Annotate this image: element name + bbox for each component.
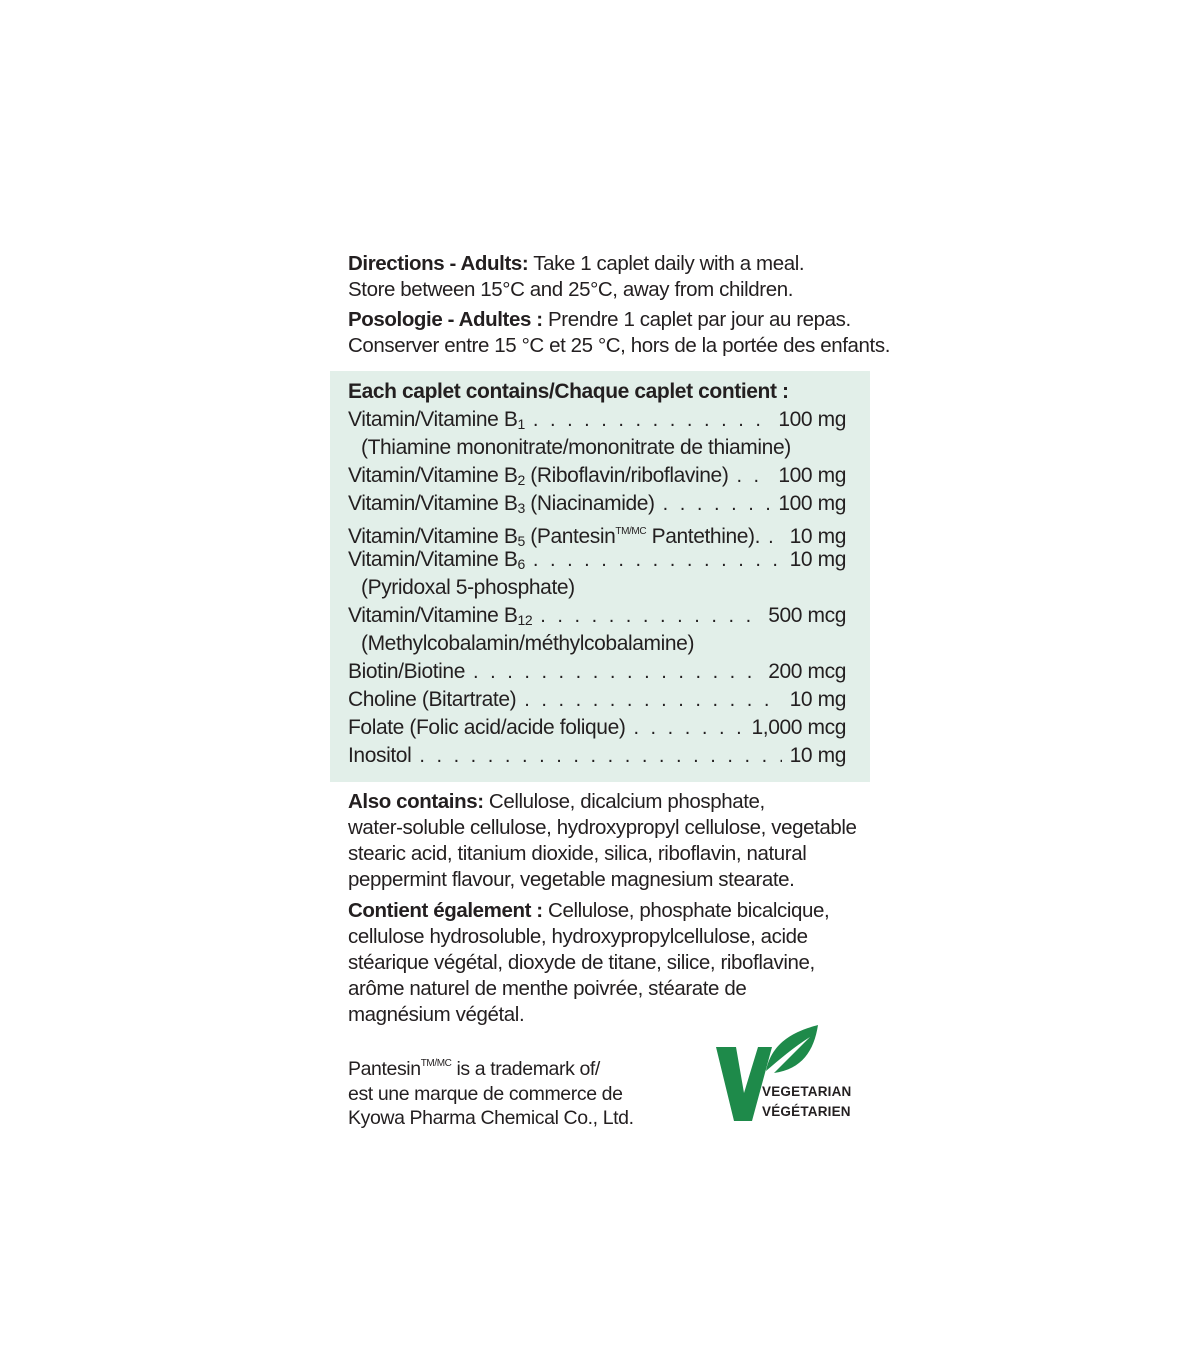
ingredient-note-b12: (Methylcobalamin/méthylcobalamine): [361, 632, 695, 655]
contient-line-1: Cellulose, phosphate bicalcique,: [542, 899, 830, 922]
directions-text-2: Store between 15°C and 25°C, away from children.: [348, 278, 794, 301]
ingredients-title: Each caplet contains/Chaque caplet contient :: [348, 380, 789, 403]
contient-line-2: cellulose hydrosoluble, hydroxypropylcellulose, acide: [348, 925, 808, 948]
also-contains-en: [348, 789, 857, 893]
contient-line-5: magnésium végétal.: [348, 1003, 525, 1026]
leader-dots: [633, 714, 743, 742]
posologie-text-2: Conserver entre 15 °C et 25 °C, hors de la portée des enfants.: [348, 334, 890, 357]
ingredient-row-b6: [348, 546, 846, 574]
ingredient-name: Vitamin/Vitamine $B_3$ (Niacinamide): [348, 492, 655, 516]
also-line-3: stearic acid, titanium dioxide, silica, riboflavin, natural: [348, 842, 807, 865]
ingredient-row-inositol: [348, 742, 846, 770]
leader-dots: [473, 658, 760, 686]
leader-dots: [540, 602, 760, 630]
ingredient-row-b2: [348, 462, 846, 490]
directions-en: [348, 251, 804, 303]
trademark-line-1: is a trademark of/: [451, 1058, 600, 1080]
leaf-shape: [766, 1025, 818, 1073]
trademark-symbol: TM/MC: [420, 1058, 452, 1069]
ingredient-row-choline: [348, 686, 846, 714]
posologie-text-1: Prendre 1 caplet par jour au repas.: [542, 308, 851, 331]
leader-dots: [419, 742, 781, 770]
ingredient-amount: 100 mg: [778, 492, 846, 515]
ingredient-row-b3: [348, 490, 846, 518]
also-contains-label: Also contains:: [348, 790, 484, 813]
ingredient-name: Biotin/Biotine: [348, 660, 465, 683]
ingredient-name: Folate (Folic acid/acide folique): [348, 716, 626, 739]
leader-dots: [736, 462, 770, 490]
ingredient-row-b5: [348, 518, 846, 549]
ingredient-amount: 10 mg: [789, 688, 846, 711]
directions-label: Directions - Adults:: [348, 252, 529, 275]
directions-fr: [348, 307, 890, 359]
leader-dots: [524, 686, 781, 714]
leader-dots: [663, 490, 771, 518]
ingredient-note-b6: (Pyridoxal 5-phosphate): [361, 576, 575, 599]
ingredient-note-b1: (Thiamine mononitrate/mononitrate de thiamine): [361, 436, 791, 459]
ingredient-name: Vitamin/Vitamine $B_5$ (Pantesin$^{TM/MC}$ Pantethine).: [348, 525, 761, 549]
ingredient-name: Vitamin/Vitamine $B_6$: [348, 548, 525, 572]
trademark-line-3: Kyowa Pharma Chemical Co., Ltd.: [348, 1107, 634, 1129]
trademark-name: Pantesin: [348, 1058, 421, 1080]
contient-line-4: arôme naturel de menthe poivrée, stéarate de: [348, 977, 747, 1000]
ingredient-name: Choline (Bitartrate): [348, 688, 517, 711]
ingredient-name: Vitamin/Vitamine $B_2$ (Riboflavin/riboflavine): [348, 464, 729, 488]
contient-label: Contient également :: [348, 899, 543, 922]
posologie-label: Posologie - Adultes :: [348, 308, 543, 331]
ingredient-row-folate: [348, 714, 846, 742]
badge-vegetarian-en: VEGETARIAN: [762, 1084, 852, 1099]
badge-vegetarian-fr: VÉGÉTARIEN: [762, 1104, 851, 1119]
ingredient-row-b1: [348, 406, 846, 434]
ingredient-amount: 100 mg: [778, 408, 846, 431]
ingredient-amount: 1,000 mcg: [751, 716, 846, 739]
leader-dots: [533, 406, 771, 434]
ingredient-amount: 10 mg: [789, 744, 846, 767]
ingredient-amount: 100 mg: [778, 464, 846, 487]
also-line-4: peppermint flavour, vegetable magnesium stearate.: [348, 868, 795, 891]
also-line-1: Cellulose, dicalcium phosphate,: [483, 790, 765, 813]
ingredient-name: Vitamin/Vitamine $B_{12}$: [348, 604, 533, 628]
contient-line-3: stéarique végétal, dioxyde de titane, silice, riboflavine,: [348, 951, 815, 974]
ingredient-amount: 10 mg: [789, 525, 846, 548]
also-line-2: water-soluble cellulose, hydroxypropyl cellulose, vegetable: [348, 816, 857, 839]
leader-dots: [533, 546, 782, 574]
directions-text-1: Take 1 caplet daily with a meal.: [528, 252, 805, 275]
ingredient-amount: 500 mcg: [768, 604, 846, 627]
ingredient-amount: 10 mg: [789, 548, 846, 571]
ingredient-amount: 200 mcg: [768, 660, 846, 683]
ingredient-row-b12: [348, 602, 846, 630]
ingredient-name: Vitamin/Vitamine $B_1$: [348, 408, 525, 432]
trademark-line-2: est une marque de commerce de: [348, 1082, 623, 1105]
trademark-notice: [348, 1052, 634, 1131]
ingredient-row-biotin: [348, 658, 846, 686]
also-contains-fr: [348, 898, 829, 1028]
ingredient-name: Inositol: [348, 744, 412, 767]
